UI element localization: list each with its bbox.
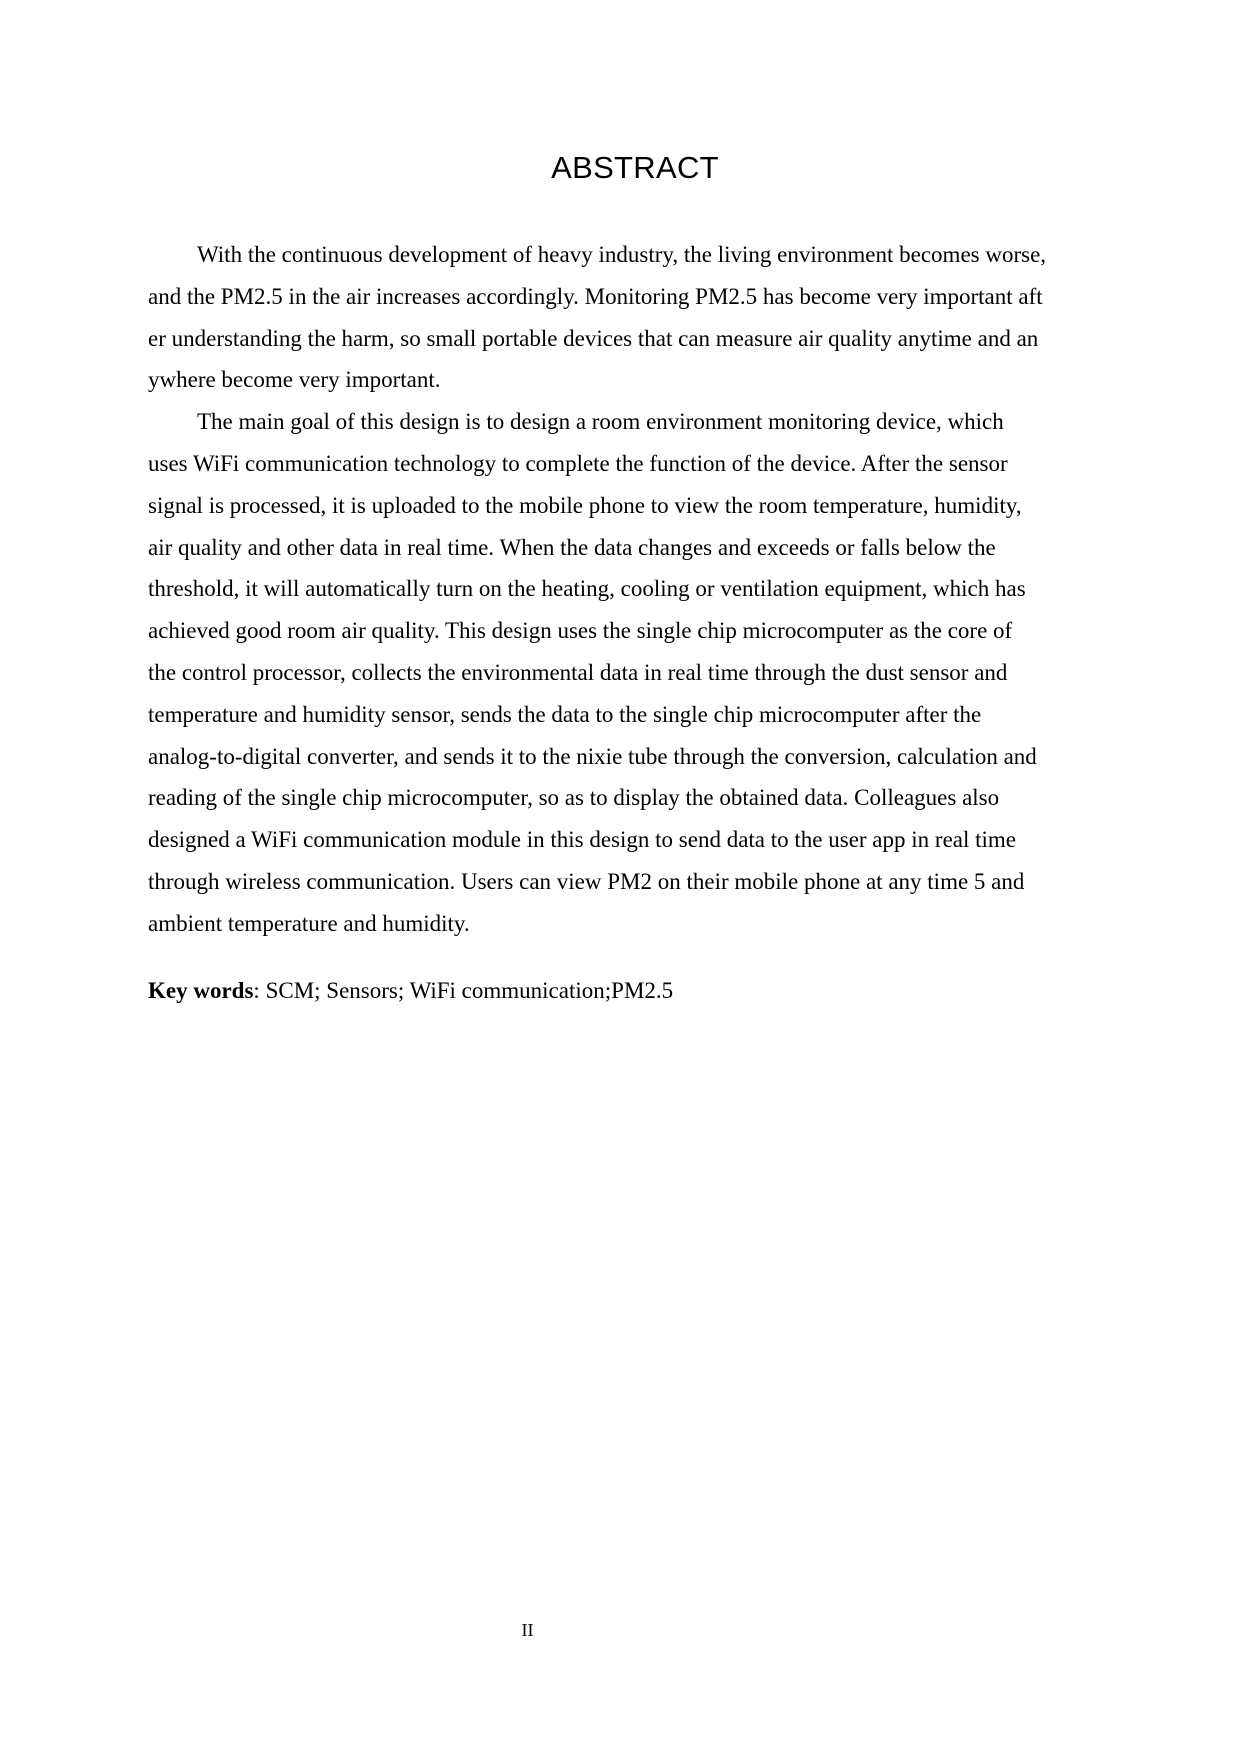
page-number: II xyxy=(521,1620,534,1640)
abstract-body xyxy=(148,234,1120,945)
paragraph-line: achieved good room air quality. This design uses the single chip microcomputer as the core of xyxy=(148,618,1013,644)
paragraph-line: and the PM2.5 in the air increases accordingly. Monitoring PM2.5 has become very important aft xyxy=(148,283,1043,309)
paragraph-line: ywhere become very important. xyxy=(148,367,441,393)
paragraph-line: the control processor, collects the environmental data in real time through the dust sensor and xyxy=(148,659,1008,685)
keywords-separator: : xyxy=(253,978,266,1003)
paragraph-line: With the continuous development of heavy industry, the living environment becomes worse, xyxy=(197,242,1047,267)
paragraph-line: through wireless communication. Users can view PM2 on their mobile phone at any time 5 and xyxy=(148,868,1025,894)
paragraph-line: analog-to-digital converter, and sends it to the nixie tube through the conversion, calculation and xyxy=(148,743,1037,769)
paragraph-line: ambient temperature and humidity. xyxy=(148,910,470,936)
paragraph-line: reading of the single chip microcomputer, so as to display the obtained data. Colleagues also xyxy=(148,785,1000,811)
abstract-paragraph-1 xyxy=(148,234,1120,401)
keywords-line xyxy=(148,970,673,1012)
paragraph-line: uses WiFi communication technology to complete the function of the device. After the sensor xyxy=(148,450,1008,476)
paragraph-line: signal is processed, it is uploaded to the mobile phone to view the room temperature, humidity, xyxy=(148,492,1022,518)
abstract-title: ABSTRACT xyxy=(551,150,719,185)
paragraph-line: temperature and humidity sensor, sends the data to the single chip microcomputer after the xyxy=(148,701,982,727)
keywords-text: SCM; Sensors; WiFi communication;PM2.5 xyxy=(265,978,674,1003)
abstract-paragraph-2 xyxy=(148,401,1120,944)
paragraph-line: threshold, it will automatically turn on the heating, cooling or ventilation equipment, which has xyxy=(148,576,1026,602)
paragraph-line: The main goal of this design is to design a room environment monitoring device, which xyxy=(197,409,1004,435)
paragraph-line: air quality and other data in real time. When the data changes and exceeds or falls below the xyxy=(148,534,996,560)
paragraph-line: er understanding the harm, so small portable devices that can measure air quality anytime and an xyxy=(148,325,1039,351)
keywords-label: Key words xyxy=(148,978,254,1003)
paragraph-line: designed a WiFi communication module in this design to send data to the user app in real time xyxy=(148,827,1017,853)
